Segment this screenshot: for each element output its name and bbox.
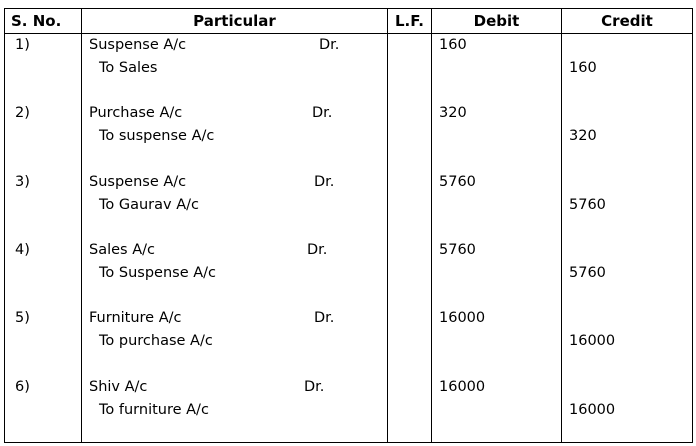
debit-amount: 5760 xyxy=(439,241,476,258)
dr-marker: Dr. xyxy=(312,105,333,122)
header-particular: Particular xyxy=(82,9,388,34)
journal-entries-table xyxy=(4,8,693,443)
dr-marker: Dr. xyxy=(304,378,325,395)
dr-marker: Dr. xyxy=(314,310,335,327)
table-row xyxy=(5,239,693,307)
table-row xyxy=(5,102,693,170)
credit-amount: 160 xyxy=(569,60,597,76)
lf-cell xyxy=(388,102,432,170)
lf-cell xyxy=(388,171,432,239)
credit-amount: 16000 xyxy=(569,401,616,418)
debit-cell xyxy=(432,102,562,170)
journal-table-container xyxy=(4,8,692,443)
credit-cell xyxy=(562,239,693,307)
credit-cell xyxy=(562,376,693,443)
table-row xyxy=(5,376,693,443)
sno-cell xyxy=(5,171,82,239)
header-credit: Credit xyxy=(562,9,693,34)
sno-cell xyxy=(5,376,82,443)
debit-account: Purchase A/c xyxy=(89,105,183,122)
credit-amount: 5760 xyxy=(569,196,606,213)
serial-number: 1) xyxy=(15,37,30,53)
debit-cell xyxy=(432,376,562,443)
debit-amount: 5760 xyxy=(439,173,476,190)
serial-number: 4) xyxy=(15,241,30,258)
debit-cell xyxy=(432,239,562,307)
debit-amount: 16000 xyxy=(439,310,486,327)
serial-number: 2) xyxy=(15,105,30,122)
serial-number: 6) xyxy=(15,378,30,395)
debit-account: Sales A/c xyxy=(89,241,155,258)
header-sno: S. No. xyxy=(5,9,82,34)
dr-marker: Dr. xyxy=(314,173,335,190)
particular-cell xyxy=(82,34,388,103)
debit-account: Suspense A/c xyxy=(89,37,187,53)
particular-cell xyxy=(82,171,388,239)
table-row xyxy=(5,34,693,103)
sno-cell xyxy=(5,102,82,170)
sno-cell xyxy=(5,307,82,375)
particular-cell xyxy=(82,239,388,307)
credit-account: To purchase A/c xyxy=(99,333,213,350)
debit-cell xyxy=(432,171,562,239)
table-row xyxy=(5,307,693,375)
credit-amount: 5760 xyxy=(569,264,606,281)
serial-number: 5) xyxy=(15,310,30,327)
particular-cell xyxy=(82,307,388,375)
credit-amount: 320 xyxy=(569,128,597,145)
lf-cell xyxy=(388,376,432,443)
lf-cell xyxy=(388,307,432,375)
debit-amount: 160 xyxy=(439,37,467,53)
header-lf: L.F. xyxy=(388,9,432,34)
debit-account: Furniture A/c xyxy=(89,310,182,327)
credit-account: To Sales xyxy=(99,60,158,76)
credit-account: To suspense A/c xyxy=(99,128,215,145)
credit-account: To Suspense A/c xyxy=(99,264,216,281)
particular-cell xyxy=(82,376,388,443)
debit-amount: 320 xyxy=(439,105,467,122)
header-debit: Debit xyxy=(432,9,562,34)
debit-cell xyxy=(432,307,562,375)
debit-cell xyxy=(432,34,562,103)
dr-marker: Dr. xyxy=(319,37,340,53)
header-row xyxy=(5,9,693,34)
debit-account: Suspense A/c xyxy=(89,173,187,190)
credit-account: To Gaurav A/c xyxy=(99,196,199,213)
credit-cell xyxy=(562,34,693,103)
credit-cell xyxy=(562,307,693,375)
credit-account: To furniture A/c xyxy=(99,401,209,418)
serial-number: 3) xyxy=(15,173,30,190)
lf-cell xyxy=(388,239,432,307)
debit-amount: 16000 xyxy=(439,378,486,395)
credit-cell xyxy=(562,171,693,239)
debit-account: Shiv A/c xyxy=(89,378,148,395)
dr-marker: Dr. xyxy=(307,241,328,258)
lf-cell xyxy=(388,34,432,103)
particular-cell xyxy=(82,102,388,170)
sno-cell xyxy=(5,239,82,307)
credit-amount: 16000 xyxy=(569,333,616,350)
sno-cell xyxy=(5,34,82,103)
table-row xyxy=(5,171,693,239)
credit-cell xyxy=(562,102,693,170)
